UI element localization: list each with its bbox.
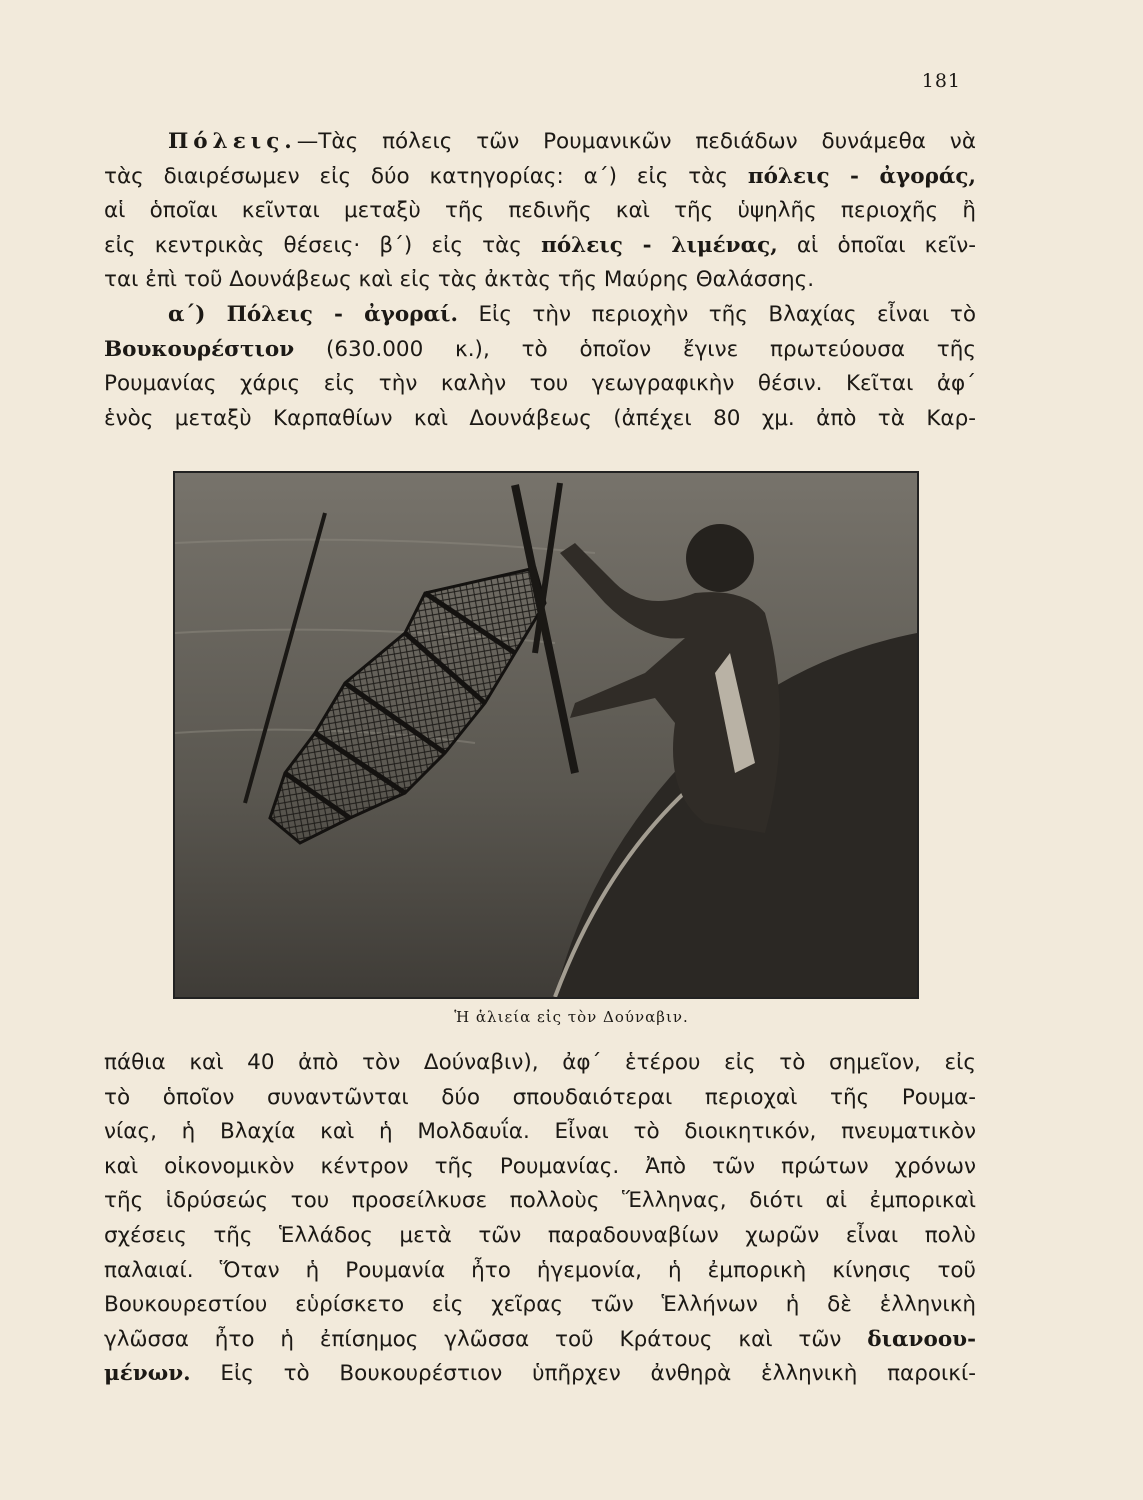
paragraph-line [104, 1081, 976, 1116]
paragraph-line [104, 1323, 976, 1358]
line-text: παλαιαί. Ὅταν ἡ Ρουμανία ἦτο ἡγεμονία, ἡ ἐμπορικὴ κίνησις τοῦ [104, 1257, 976, 1283]
section-heading: Πόλεις. [168, 129, 297, 154]
line-text: τὸ ὁποῖον συναντῶνται δύο σπουδαιότεραι περιοχαὶ τῆς Ρουμα- [104, 1084, 976, 1110]
paragraph-line [104, 1219, 976, 1254]
line-text: Ρουμανίας χάρις εἰς τὴν καλὴν του γεωγραφικὴν θέσιν. Κεῖται ἀφ΄ [104, 371, 976, 397]
line-text: αἱ ὁποῖαι κεῖνται μεταξὺ τῆς πεδινῆς καὶ τῆς ὑψηλῆς περιοχῆς ἢ [104, 198, 976, 224]
bold-term: διανοου- [867, 1326, 976, 1352]
paragraph-line [104, 125, 976, 160]
figure-caption: Ἡ ἁλιεία εἰς τὸν Δούναβιν. [454, 1008, 689, 1026]
line-text: Βουκουρεστίου εὑρίσκετο εἰς χεῖρας τῶν Ἑλλήνων ἡ δὲ ἑλληνικὴ [104, 1292, 976, 1318]
line-text: —Τὰς πόλεις τῶν Ρουμανικῶν πεδιάδων δυνάμεθα νὰ [296, 129, 976, 154]
paragraph-line [104, 160, 976, 195]
fishing-photo-illustration [175, 473, 917, 997]
paragraph-line [104, 263, 976, 298]
line-text: εἰς κεντρικὰς θέσεις· β΄) εἰς τὰς [104, 232, 542, 258]
fishing-photo [173, 471, 919, 999]
line-text: πάθια καὶ 40 ἀπὸ τὸν Δούναβιν), ἀφ΄ ἑτέρου εἰς τὸ σημεῖον, εἰς [104, 1050, 976, 1075]
paragraph-line [104, 367, 976, 402]
paragraph-line [104, 1184, 976, 1219]
line-text: σχέσεις τῆς Ἑλλάδος μετὰ τῶν παραδουναβίων χωρῶν εἶναι πολὺ [104, 1222, 976, 1248]
paragraph-line [104, 1288, 976, 1323]
line-text: αἱ ὁποῖαι κεῖν- [777, 232, 976, 258]
paragraph-line [104, 1150, 976, 1185]
paragraph-line [104, 229, 976, 264]
paragraph-line [104, 1254, 976, 1289]
line-text: νίας, ἡ Βλαχία καὶ ἡ Μολδαυΐα. Εἶναι τὸ διοικητικόν, πνευματικὸν [104, 1119, 976, 1145]
line-text: τῆς ἱδρύσεώς του προσείλκυσε πολλοὺς Ἕλληνας, διότι αἱ ἐμπορικαὶ [104, 1188, 976, 1214]
line-text: γλῶσσα ἦτο ἡ ἐπίσημος γλῶσσα τοῦ Κράτους καὶ τῶν [104, 1326, 868, 1352]
line-text: καὶ οἰκονομικὸν κέντρον τῆς Ρουμανίας. Ἀπὸ τῶν πρώτων χρόνων [104, 1153, 976, 1179]
text-block-bottom [104, 1046, 976, 1392]
subsection-heading: α΄) Πόλεις - ἀγοραί. [168, 301, 458, 327]
line-text: ται ἐπὶ τοῦ Δουνάβεως καὶ εἰς τὰς ἀκτὰς τῆς Μαύρης Θαλάσσης. [104, 267, 815, 293]
paragraph-line [104, 194, 976, 229]
text-block-top [104, 125, 976, 436]
page-number: 181 [921, 70, 961, 92]
line-text: τὰς διαιρέσωμεν εἰς δύο κατηγορίας: α΄) εἰς τὰς [104, 163, 748, 189]
bold-term: Βουκουρέστιον [104, 336, 295, 362]
bold-term: πόλεις - λιμένας, [541, 232, 778, 258]
line-text: Εἰς τὴν περιοχὴν τῆς Βλαχίας εἶναι τὸ [457, 301, 976, 327]
paragraph-line [104, 298, 976, 333]
paragraph-line [104, 333, 976, 368]
paragraph-line [104, 1046, 976, 1081]
line-text: (630.000 κ.), τὸ ὁποῖον ἔγινε πρωτεύουσα τῆς [294, 336, 976, 362]
line-text: Εἰς τὸ Βουκουρέστιον ὑπῆρχεν ἀνθηρὰ ἑλληνικὴ παροικί- [190, 1361, 976, 1387]
line-text: ἑνὸς μεταξὺ Καρπαθίων καὶ Δουνάβεως (ἀπέχει 80 χμ. ἀπὸ τὰ Καρ- [104, 405, 976, 431]
paragraph-line [104, 1115, 976, 1150]
bold-term: μένων. [104, 1361, 191, 1387]
paragraph-line [104, 1357, 976, 1392]
bold-term: πόλεις - ἀγοράς, [747, 163, 976, 189]
paragraph-line [104, 402, 976, 437]
